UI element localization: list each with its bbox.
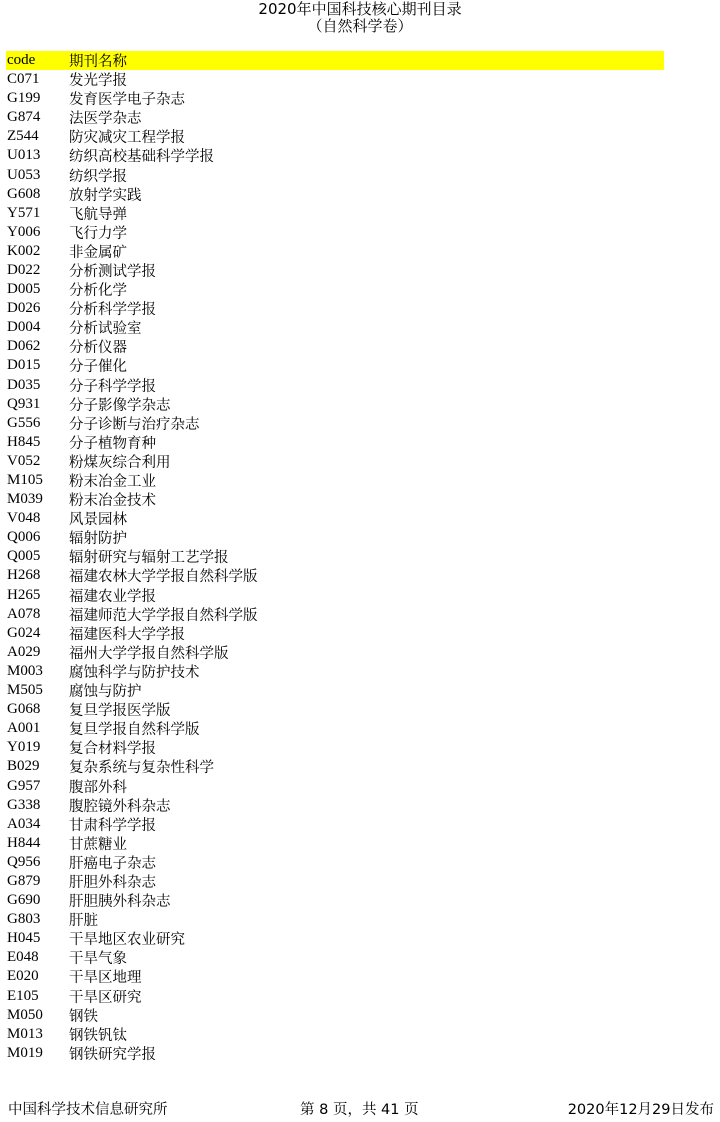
journal-code: G690 xyxy=(7,892,41,909)
journal-name: 钢铁研究学报 xyxy=(69,1046,156,1063)
table-row xyxy=(6,70,664,89)
journal-code: H268 xyxy=(7,567,41,584)
table-row xyxy=(6,1006,664,1025)
table-row xyxy=(6,376,664,395)
journal-name: 肝脏 xyxy=(69,913,98,930)
column-header-name: 期刊名称 xyxy=(69,54,127,70)
journal-name: 甘肃科学学报 xyxy=(69,817,156,834)
journal-code: M105 xyxy=(7,472,43,489)
journal-code: G338 xyxy=(7,796,41,813)
table-row xyxy=(6,337,664,356)
journal-name: 纺织高校基础科学学报 xyxy=(69,149,214,166)
journal-name: 辐射防护 xyxy=(69,531,127,548)
table-row xyxy=(6,566,664,585)
journal-code: G874 xyxy=(7,109,41,126)
journal-code: E048 xyxy=(7,949,39,966)
table-row xyxy=(6,872,664,891)
journal-table xyxy=(6,51,664,1063)
table-row xyxy=(6,910,664,929)
table-row xyxy=(6,700,664,719)
journal-name: 分子影像学杂志 xyxy=(69,397,171,414)
journal-name: 分子催化 xyxy=(69,359,127,376)
journal-code: Y571 xyxy=(7,204,41,221)
footer-page-number: 第 8 页，共 41 页 xyxy=(300,1102,419,1118)
journal-code: D022 xyxy=(7,261,41,278)
table-row xyxy=(6,509,664,528)
footer-publish-date: 2020年12月29日发布 xyxy=(567,1102,714,1118)
page-subtitle: （自然科学卷） xyxy=(307,17,413,35)
table-header xyxy=(6,51,664,70)
table-row xyxy=(6,738,664,757)
table-row xyxy=(6,643,664,662)
journal-name: 风景园林 xyxy=(69,512,127,529)
journal-code: G556 xyxy=(7,414,41,431)
journal-name: 分析化学 xyxy=(69,283,127,300)
journal-code: G608 xyxy=(7,185,41,202)
journal-name: 肝胆外科杂志 xyxy=(69,874,156,891)
journal-name: 放射学实践 xyxy=(69,187,142,204)
journal-name: 粉煤灰综合利用 xyxy=(69,454,171,471)
journal-code: D015 xyxy=(7,357,41,374)
journal-code: H844 xyxy=(7,834,41,851)
journal-name: 发育医学电子杂志 xyxy=(69,92,185,109)
journal-code: D004 xyxy=(7,319,41,336)
table-row xyxy=(6,242,664,261)
journal-code: M013 xyxy=(7,1025,43,1042)
journal-code: U053 xyxy=(7,166,41,183)
journal-code: G957 xyxy=(7,777,41,794)
journal-name: 钢铁 xyxy=(69,1008,98,1025)
table-row xyxy=(6,1025,664,1044)
journal-name: 钢铁钒钛 xyxy=(69,1027,127,1044)
journal-code: H265 xyxy=(7,586,41,603)
table-row xyxy=(6,528,664,547)
journal-code: C071 xyxy=(7,71,40,88)
table-row xyxy=(6,146,664,165)
table-row xyxy=(6,605,664,624)
table-row xyxy=(6,719,664,738)
journal-name: 福建农业学报 xyxy=(69,588,156,605)
journal-name: 肝胆胰外科杂志 xyxy=(69,894,171,911)
journal-code: E105 xyxy=(7,987,39,1004)
table-row xyxy=(6,929,664,948)
journal-code: Z544 xyxy=(7,128,39,145)
journal-code: D062 xyxy=(7,338,41,355)
table-row xyxy=(6,433,664,452)
journal-name: 防灾减灾工程学报 xyxy=(69,130,185,147)
table-row xyxy=(6,796,664,815)
journal-code: Q006 xyxy=(7,529,41,546)
journal-code: H845 xyxy=(7,433,41,450)
table-row xyxy=(6,891,664,910)
journal-name: 复旦学报自然科学版 xyxy=(69,722,200,739)
table-row xyxy=(6,165,664,184)
journal-code: Q005 xyxy=(7,548,41,565)
footer-organization: 中国科学技术信息研究所 xyxy=(8,1102,168,1118)
journal-name: 干旱地区农业研究 xyxy=(69,932,185,949)
journal-code: G879 xyxy=(7,872,41,889)
journal-name: 非金属矿 xyxy=(69,244,127,261)
journal-name: 复合材料学报 xyxy=(69,741,156,758)
journal-code: Y019 xyxy=(7,739,41,756)
journal-name: 分析试验室 xyxy=(69,321,142,338)
table-row xyxy=(6,452,664,471)
journal-name: 飞行力学 xyxy=(69,225,127,242)
journal-name: 分析测试学报 xyxy=(69,263,156,280)
table-row xyxy=(6,356,664,375)
journal-code: M003 xyxy=(7,662,43,679)
journal-code: G803 xyxy=(7,911,41,928)
table-row xyxy=(6,204,664,223)
journal-name: 福建师范大学学报自然科学版 xyxy=(69,607,258,624)
table-row xyxy=(6,1044,664,1063)
journal-code: Q956 xyxy=(7,853,41,870)
journal-name: 甘蔗糖业 xyxy=(69,836,127,853)
table-row xyxy=(6,757,664,776)
journal-code: M019 xyxy=(7,1044,43,1061)
table-row xyxy=(6,967,664,986)
table-row xyxy=(6,586,664,605)
journal-code: V052 xyxy=(7,452,41,469)
journal-name: 复旦学报医学版 xyxy=(69,703,171,720)
journal-name: 腹部外科 xyxy=(69,779,127,796)
journal-code: E020 xyxy=(7,968,39,985)
journal-name: 粉末冶金工业 xyxy=(69,474,156,491)
table-row xyxy=(6,987,664,1006)
journal-name: 分析科学学报 xyxy=(69,302,156,319)
journal-code: A029 xyxy=(7,643,41,660)
table-row xyxy=(6,108,664,127)
journal-name: 福州大学学报自然科学版 xyxy=(69,645,229,662)
table-row xyxy=(6,815,664,834)
table-row xyxy=(6,853,664,872)
table-row xyxy=(6,547,664,566)
journal-name: 分子科学学报 xyxy=(69,378,156,395)
table-row xyxy=(6,280,664,299)
journal-code: H045 xyxy=(7,930,41,947)
table-row xyxy=(6,127,664,146)
table-row xyxy=(6,395,664,414)
journal-name: 粉末冶金技术 xyxy=(69,493,156,510)
journal-name: 肝癌电子杂志 xyxy=(69,855,156,872)
column-header-code: code xyxy=(7,52,36,68)
table-body xyxy=(6,70,664,1063)
journal-code: M050 xyxy=(7,1006,43,1023)
journal-name: 分析仪器 xyxy=(69,340,127,357)
journal-code: A078 xyxy=(7,605,41,622)
journal-code: G024 xyxy=(7,624,41,641)
journal-name: 腐蚀科学与防护技术 xyxy=(69,664,200,681)
journal-name: 干旱区研究 xyxy=(69,989,142,1006)
journal-name: 福建医科大学学报 xyxy=(69,626,185,643)
journal-code: Q931 xyxy=(7,395,41,412)
journal-code: D026 xyxy=(7,300,41,317)
table-row xyxy=(6,471,664,490)
table-row xyxy=(6,318,664,337)
table-row xyxy=(6,261,664,280)
table-row xyxy=(6,624,664,643)
journal-name: 福建农林大学学报自然科学版 xyxy=(69,569,258,586)
journal-code: U013 xyxy=(7,147,41,164)
table-row xyxy=(6,223,664,242)
journal-name: 飞航导弹 xyxy=(69,206,127,223)
page-title: 2020年中国科技核心期刊目录 xyxy=(258,0,462,18)
journal-code: M505 xyxy=(7,682,43,699)
journal-name: 纺织学报 xyxy=(69,168,127,185)
table-row xyxy=(6,834,664,853)
table-row xyxy=(6,662,664,681)
journal-code: D005 xyxy=(7,281,41,298)
table-row xyxy=(6,776,664,795)
journal-name: 干旱气象 xyxy=(69,951,127,968)
journal-name: 干旱区地理 xyxy=(69,970,142,987)
journal-name: 复杂系统与复杂性科学 xyxy=(69,760,214,777)
journal-code: M039 xyxy=(7,491,43,508)
journal-name: 辐射研究与辐射工艺学报 xyxy=(69,550,229,567)
journal-name: 发光学报 xyxy=(69,73,127,90)
table-row xyxy=(6,89,664,108)
table-row xyxy=(6,185,664,204)
table-row xyxy=(6,948,664,967)
journal-name: 腐蚀与防护 xyxy=(69,684,142,701)
journal-name: 分子植物育种 xyxy=(69,435,156,452)
journal-code: B029 xyxy=(7,758,40,775)
journal-name: 腹腔镜外科杂志 xyxy=(69,798,171,815)
journal-name: 法医学杂志 xyxy=(69,111,142,128)
table-row xyxy=(6,681,664,700)
table-row xyxy=(6,490,664,509)
table-row xyxy=(6,414,664,433)
journal-code: V048 xyxy=(7,510,41,527)
journal-code: D035 xyxy=(7,376,41,393)
journal-name: 分子诊断与治疗杂志 xyxy=(69,416,200,433)
journal-code: G199 xyxy=(7,90,41,107)
journal-code: A001 xyxy=(7,720,41,737)
journal-code: G068 xyxy=(7,701,41,718)
journal-code: K002 xyxy=(7,242,41,259)
journal-code: A034 xyxy=(7,815,41,832)
journal-code: Y006 xyxy=(7,223,41,240)
table-row xyxy=(6,299,664,318)
